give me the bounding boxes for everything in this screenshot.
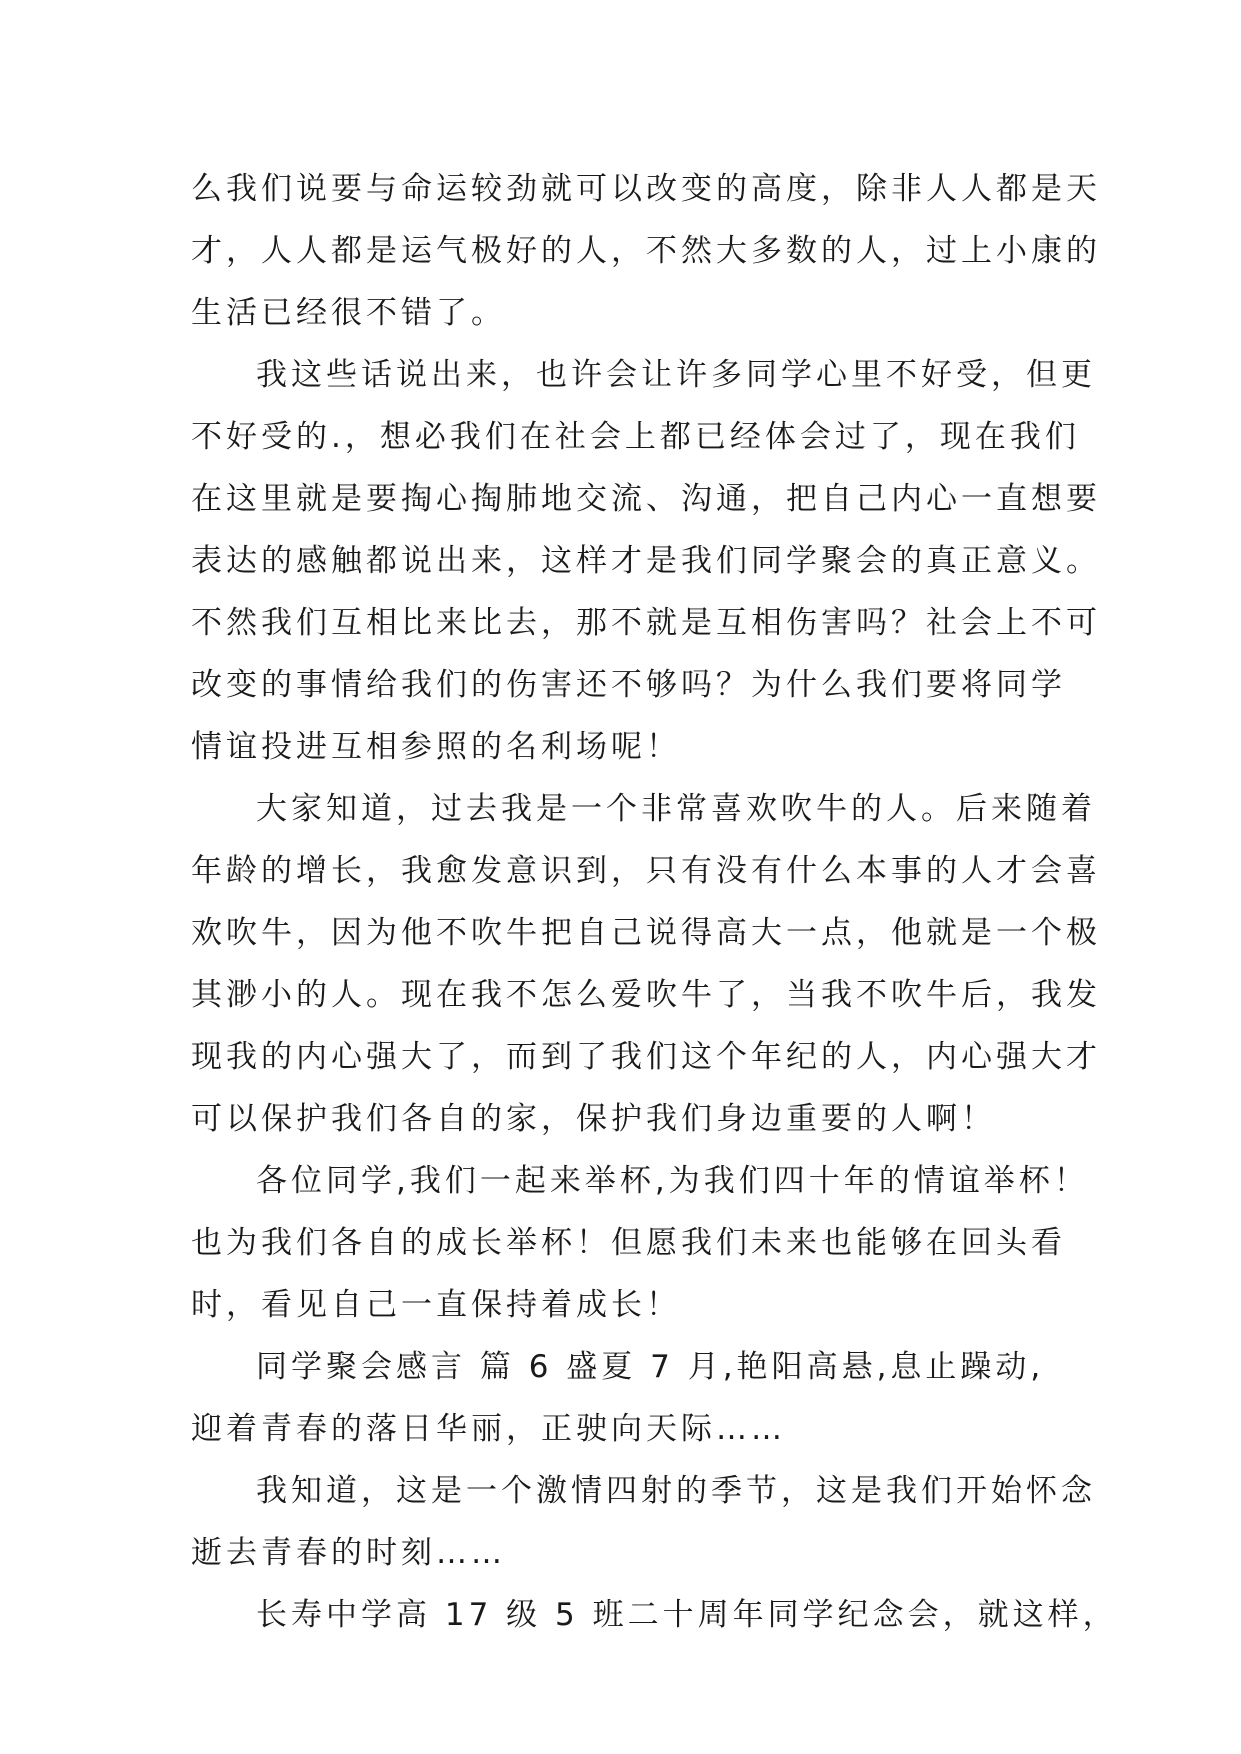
paragraph-first-line: 大家知道，过去我是一个非常喜欢吹牛的人。后来随着 [256,791,1096,827]
text-line: 生活已经很不错了。 [191,295,506,331]
paragraph-first-line: 我这些话说出来，也许会让许多同学心里不好受，但更 [256,357,1096,393]
text-line: 才，人人都是运气极好的人，不然大多数的人，过上小康的 [191,233,1101,269]
text-line: 逝去青春的时刻…… [191,1535,506,1571]
text-line: 改变的事情给我们的伤害还不够吗？为什么我们要将同学 [191,667,1066,703]
text-line: 时，看见自己一直保持着成长！ [191,1287,681,1323]
text-line: 表达的感触都说出来，这样才是我们同学聚会的真正意义。 [191,543,1101,579]
text-line: 情谊投进互相参照的名利场呢！ [191,729,681,765]
text-line: 么我们说要与命运较劲就可以改变的高度，除非人人都是天 [191,171,1101,207]
text-line: 不好受的.，想必我们在社会上都已经体会过了，现在我们 [191,419,1080,455]
text-line: 现我的内心强大了，而到了我们这个年纪的人，内心强大才 [191,1039,1101,1075]
text-line: 其渺小的人。现在我不怎么爱吹牛了，当我不吹牛后，我发 [191,977,1101,1013]
text-line: 年龄的增长，我愈发意识到，只有没有什么本事的人才会喜 [191,853,1101,889]
text-line: 可以保护我们各自的家，保护我们身边重要的人啊！ [191,1101,996,1137]
section-heading-line: 同学聚会感言 篇 6 盛夏 7 月,艳阳高悬,息止躁动, [256,1349,1045,1385]
text-line: 不然我们互相比来比去，那不就是互相伤害吗？社会上不可 [191,605,1101,641]
text-line: 在这里就是要掏心掏肺地交流、沟通，把自己内心一直想要 [191,481,1101,517]
paragraph-first-line: 各位同学,我们一起来举杯,为我们四十年的情谊举杯！ [256,1163,1089,1199]
paragraph-first-line: 长寿中学高 17 级 5 班二十周年同学纪念会，就这样， [256,1597,1118,1633]
body-text [191,158,1118,1646]
text-line: 迎着青春的落日华丽，正驶向天际…… [191,1411,786,1447]
text-line: 也为我们各自的成长举杯！但愿我们未来也能够在回头看 [191,1225,1066,1261]
paragraph-first-line: 我知道，这是一个激情四射的季节，这是我们开始怀念 [256,1473,1096,1509]
text-line: 欢吹牛，因为他不吹牛把自己说得高大一点，他就是一个极 [191,915,1101,951]
